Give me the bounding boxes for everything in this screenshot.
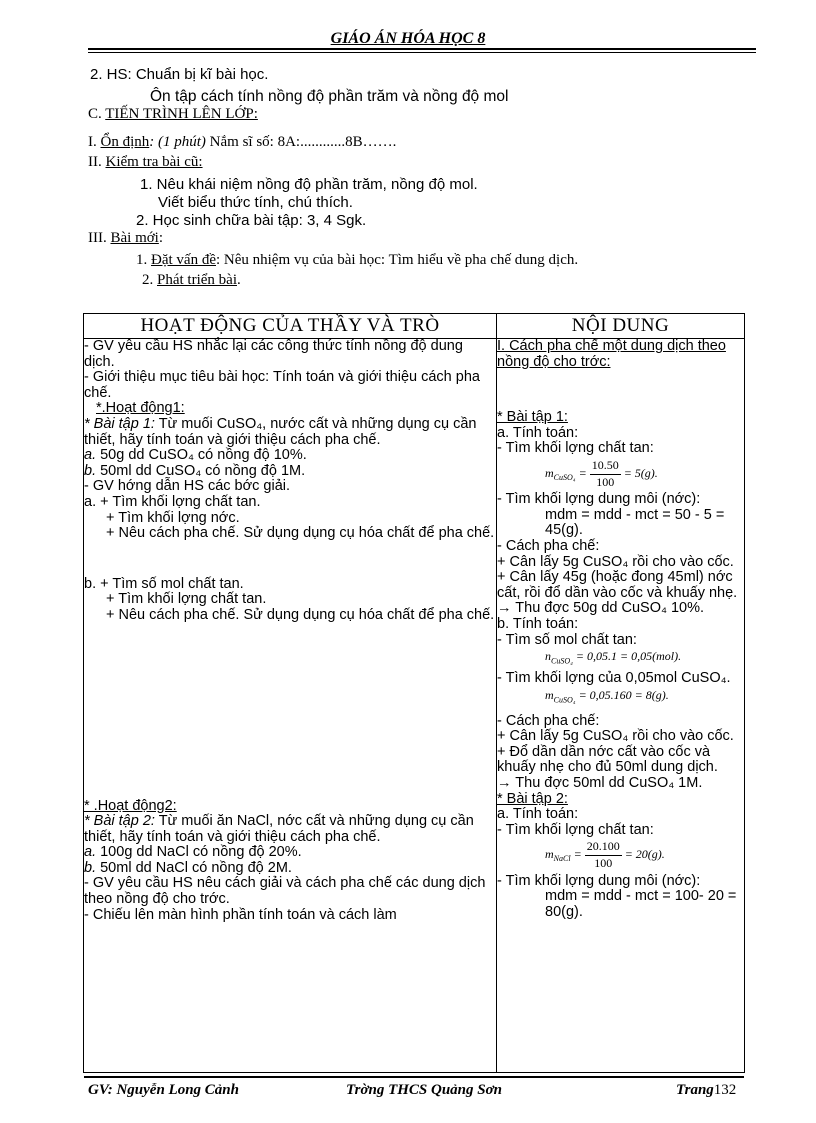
- text: : (1 phút): [149, 134, 206, 150]
- intro-line-check: [88, 154, 203, 171]
- text: 100: [596, 474, 615, 489]
- section-heading: Bài mới: [110, 230, 159, 246]
- spacer: [84, 624, 496, 799]
- activity-heading: * .Hoạt động2:: [84, 797, 177, 814]
- exercise-item: [84, 448, 496, 464]
- text: 2.: [142, 272, 157, 288]
- text: b. + Tìm số mol chất tan.: [84, 575, 244, 592]
- intro-line-review: Ôn tập cách tính nồng độ phần trăm và nồng độ mol: [150, 88, 509, 105]
- text: - Chiếu lên màn hình phần tính toán và cách làm: [84, 906, 397, 923]
- intro-line-develop: [142, 272, 241, 289]
- text: III.: [88, 230, 111, 246]
- exercise-heading: * Bài tập 1:: [497, 409, 568, 426]
- text: mdm = mdd - mct = 100- 20 = 80(g).: [545, 888, 737, 920]
- text: n: [545, 649, 551, 664]
- text: CuSO₄: [553, 695, 576, 705]
- exercise-statement: [84, 814, 496, 845]
- text: : Nêu nhiệm vụ của bài học: Tìm hiểu về pha chế dung dịch.: [215, 252, 579, 268]
- text: - GV hớng dẫn HS các bớc giải.: [84, 478, 291, 495]
- section-heading: Đặt vấn đề: [151, 252, 216, 268]
- text: - GV yêu cầu HS nhắc lại các công thức tính nồng độ dung dịch.: [84, 338, 463, 370]
- text: - Tìm khối lợng dung môi (nớc):: [497, 872, 701, 889]
- footer-teacher: GV: Nguyễn Long Cảnh: [88, 1082, 239, 1098]
- text: + Tìm khối lợng nớc.: [106, 509, 240, 526]
- text: 20.100: [585, 839, 622, 856]
- text: - Tìm khối lợng của 0,05mol CuSO₄.: [497, 670, 731, 687]
- text: - Tìm khối lợng dung môi (nớc):: [497, 491, 701, 508]
- text: NaCl: [553, 854, 571, 864]
- text: m: [545, 847, 554, 862]
- table-header-content: NỘI DUNG: [497, 314, 745, 339]
- exercise-item: [84, 861, 496, 877]
- text: 100: [594, 856, 613, 870]
- text: + Cân lấy 5g CuSO₄ rồi cho vào cốc.: [497, 553, 734, 570]
- content-column: [497, 339, 745, 1073]
- text: 50ml dd CuSO₄ có nồng độ 1M.: [96, 462, 306, 479]
- text: 10.50: [590, 458, 621, 475]
- text: - Tìm khối lợng chất tan:: [497, 821, 654, 838]
- activities-column: [84, 339, 497, 1073]
- intro-line-progress: [88, 106, 258, 123]
- intro-line-stabilize: [88, 134, 396, 151]
- intro-line-problem: [136, 252, 578, 269]
- text: Nắm sĩ số: 8A:............8B…….: [205, 134, 397, 150]
- spacer: [84, 542, 496, 577]
- text: CuSO₄: [553, 473, 576, 483]
- intro-line-q1b: Viết biểu thức tính, chú thích.: [158, 194, 353, 211]
- formula-mass-cuso4-b: [497, 688, 744, 708]
- text: II.: [88, 154, 106, 170]
- text: - Giới thiệu mục tiêu bài học: Tính toán và giới thiệu cách pha chế.: [84, 369, 480, 401]
- text: + Cân lấy 45g (hoặc đong 45ml) nớc cất, rồi đổ dần vào cốc và khuấy nhẹ.: [497, 569, 738, 601]
- text: m: [545, 465, 554, 480]
- text: → Thu đợc 50ml dd CuSO₄ 1M.: [497, 775, 703, 792]
- text: - Cách pha chế:: [497, 537, 600, 554]
- header-rule: [88, 48, 756, 50]
- intro-line-newlesson: [88, 230, 163, 247]
- text: b.: [84, 462, 97, 479]
- text: + Nêu cách pha chế. Sử dụng dụng cụ hóa chất để pha chế.: [106, 606, 495, 623]
- text: = 0,05.1 = 0,05(mol).: [575, 649, 682, 664]
- exercise-item: [84, 464, 496, 480]
- section-heading: TIẾN TRÌNH LÊN LỚP:: [105, 106, 258, 122]
- text: * Bài tập 1:: [84, 415, 155, 432]
- text: b. Tính toán:: [497, 615, 579, 632]
- section-heading: Ổn định: [100, 134, 150, 150]
- text: = 20(g).: [624, 847, 665, 862]
- exercise-item: [84, 845, 496, 861]
- text: - Tìm số mol chất tan:: [497, 631, 637, 648]
- text: + Nêu cách pha chế. Sử dụng dụng cụ hóa chất để pha chế.: [106, 525, 495, 542]
- text: + Cân lấy 5g CuSO₄ rồi cho vào cốc.: [497, 728, 734, 745]
- spacer: [497, 370, 744, 410]
- fraction: [585, 839, 622, 871]
- text: 50ml dd NaCl có nồng độ 2M.: [96, 859, 292, 876]
- text: → Thu đợc 50g dd CuSO₄ 10%.: [497, 600, 704, 617]
- text: a.: [84, 844, 97, 861]
- footer-page: [676, 1082, 736, 1099]
- header-rule-thin: [88, 52, 756, 53]
- lesson-table: [83, 313, 745, 1073]
- page-header-title: GIÁO ÁN HÓA HỌC 8: [330, 30, 486, 47]
- table-header-activities: HOẠT ĐỘNG CỦA THẦY VÀ TRÒ: [84, 314, 497, 339]
- fraction: [590, 458, 621, 490]
- formula-mol-cuso4: [497, 649, 744, 669]
- text: - GV yêu cầu HS nêu cách giải và cách pha chế các dung dịch theo nồng độ cho trớc.: [84, 875, 486, 908]
- intro-line-hs: 2. HS: Chuẩn bị kĩ bài học.: [90, 66, 269, 83]
- text: a. + Tìm khối lợng chất tan.: [84, 493, 261, 510]
- text: .: [236, 272, 241, 288]
- text: = 0,05.160 = 8(g).: [578, 687, 669, 702]
- exercise-statement: [84, 417, 496, 448]
- text: 50g dd CuSO₄ có nồng độ 10%.: [96, 447, 307, 464]
- text: m: [545, 687, 554, 702]
- activity-heading: *.Hoạt động1:: [96, 400, 185, 417]
- footer-rule: [84, 1076, 744, 1078]
- text: 1.: [136, 252, 151, 268]
- text: = 5(g).: [623, 465, 658, 480]
- text: a. Tính toán:: [497, 806, 579, 823]
- formula-mass-nacl: $m_{NaCl}$ = $\frac{20.100}{100}$ = 20(g).: [545, 839, 665, 870]
- text: C.: [88, 106, 106, 122]
- text: CuSO₄: [551, 656, 573, 666]
- exercise-heading: * Bài tập 2:: [497, 790, 568, 807]
- section-heading: Kiểm tra bài cũ:: [105, 154, 203, 170]
- page-number: 132: [713, 1082, 737, 1098]
- text: 100g dd NaCl có nồng độ 20%.: [96, 844, 302, 861]
- formula-mass-cuso4: $m_{CuSO_4}$ = $\frac{10.50}{100}$ = 5(g).: [545, 457, 658, 489]
- text: - Cách pha chế:: [497, 712, 600, 729]
- intro-line-q1: 1. Nêu khái niệm nồng độ phần trăm, nồng độ mol.: [140, 176, 478, 193]
- footer-school: Trờng THCS Quảng Sơn: [346, 1082, 503, 1098]
- text: a. Tính toán:: [497, 424, 579, 441]
- intro-line-q2: 2. Học sinh chữa bài tập: 3, 4 Sgk.: [136, 212, 367, 229]
- text: + Tìm khối lợng chất tan.: [106, 591, 267, 608]
- text: Từ muối CuSO₄, nước cất và những dụng cụ cần thiết, hãy tính toán và giới thiệu cách pha chế.: [84, 415, 477, 448]
- text: - Tìm khối lợng chất tan:: [497, 440, 654, 457]
- text: Trang: [676, 1082, 714, 1098]
- section-heading: I. Cách pha chế một dung dịch theo nồng độ cho trớc:: [497, 338, 726, 370]
- text: * Bài tập 2:: [84, 813, 155, 830]
- text: :: [158, 230, 164, 246]
- text: I.: [88, 134, 101, 150]
- text: b.: [84, 859, 97, 876]
- section-heading: Phát triển bài: [157, 272, 237, 288]
- text: Từ muối ăn NaCl, nớc cất và những dụng cụ cần thiết, hãy tính toán và giới thiệu cách pha chế.: [84, 813, 474, 845]
- text: a.: [84, 447, 97, 464]
- text: mdm = mdd - mct = 50 - 5 = 45(g).: [545, 506, 725, 539]
- text: + Đổ dần dần nớc cất vào cốc và khuấy nhẹ cho đủ 50ml dung dịch.: [497, 743, 718, 776]
